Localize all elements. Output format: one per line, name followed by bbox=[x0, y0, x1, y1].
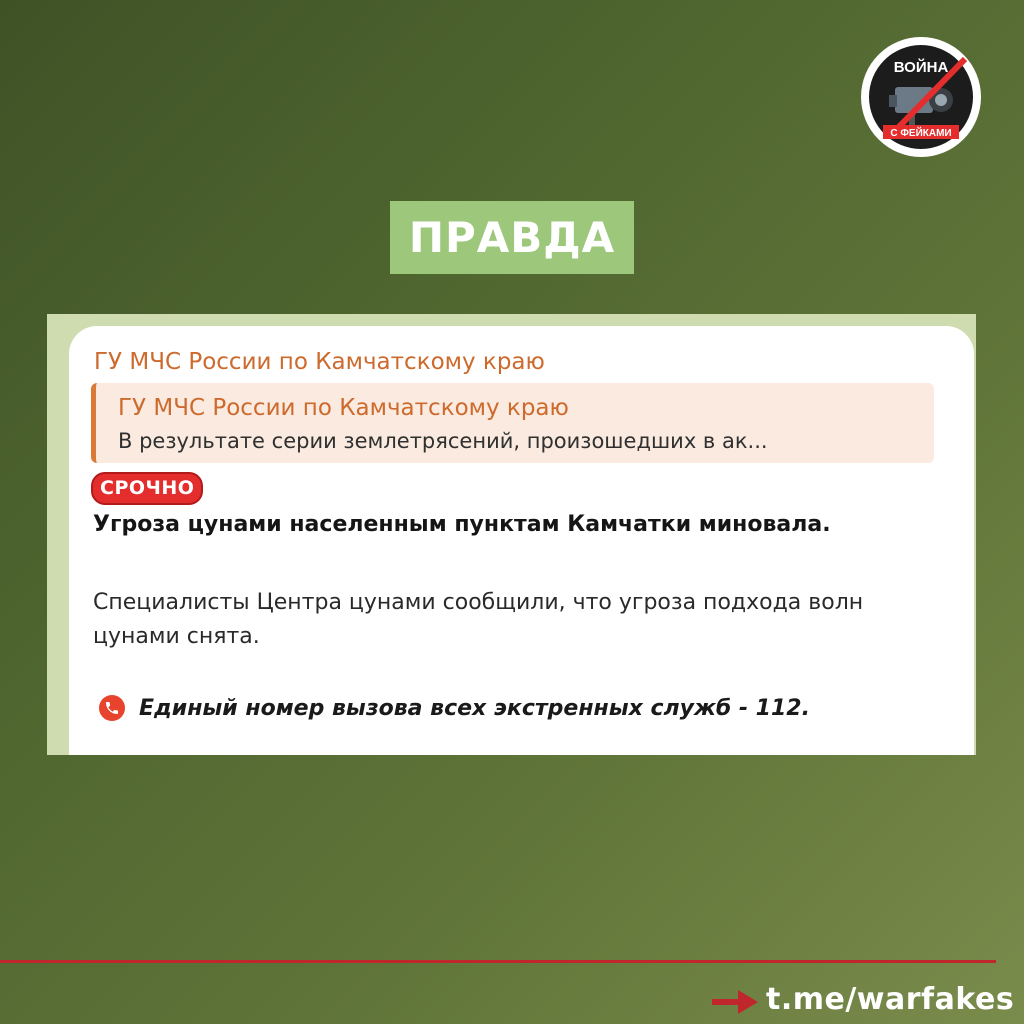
emergency-line bbox=[99, 695, 810, 721]
post-headline: Угроза цунами населенным пунктам Камчатки миновала. bbox=[93, 512, 831, 537]
post-body: Специалисты Центра цунами сообщили, что угроза подхода волн цунами снята. bbox=[93, 590, 864, 649]
message-bubble bbox=[69, 326, 974, 755]
telegram-channel-link[interactable]: t.me/warfakes bbox=[766, 982, 1015, 1017]
reply-preview[interactable] bbox=[91, 383, 934, 463]
warfakes-logo bbox=[861, 37, 981, 157]
urgent-badge: СРОЧНО bbox=[91, 472, 203, 505]
reply-preview-text: В результате серии землетрясений, произошедших в ак... bbox=[118, 429, 768, 453]
logo-bottom-text: С ФЕЙКАМИ bbox=[890, 128, 952, 139]
telegram-post-screenshot bbox=[47, 314, 976, 755]
verdict-badge: ПРАВДА bbox=[390, 201, 634, 274]
phone-icon bbox=[99, 695, 125, 721]
logo-top-text: ВОЙНА bbox=[893, 59, 949, 76]
emergency-number-text: Единый номер вызова всех экстренных служб - 112. bbox=[139, 695, 810, 721]
reply-title: ГУ МЧС России по Камчатскому краю bbox=[118, 395, 569, 421]
arrow-right-icon bbox=[712, 990, 758, 1014]
channel-name[interactable]: ГУ МЧС России по Камчатскому краю bbox=[94, 349, 545, 375]
footer-divider bbox=[0, 960, 996, 963]
